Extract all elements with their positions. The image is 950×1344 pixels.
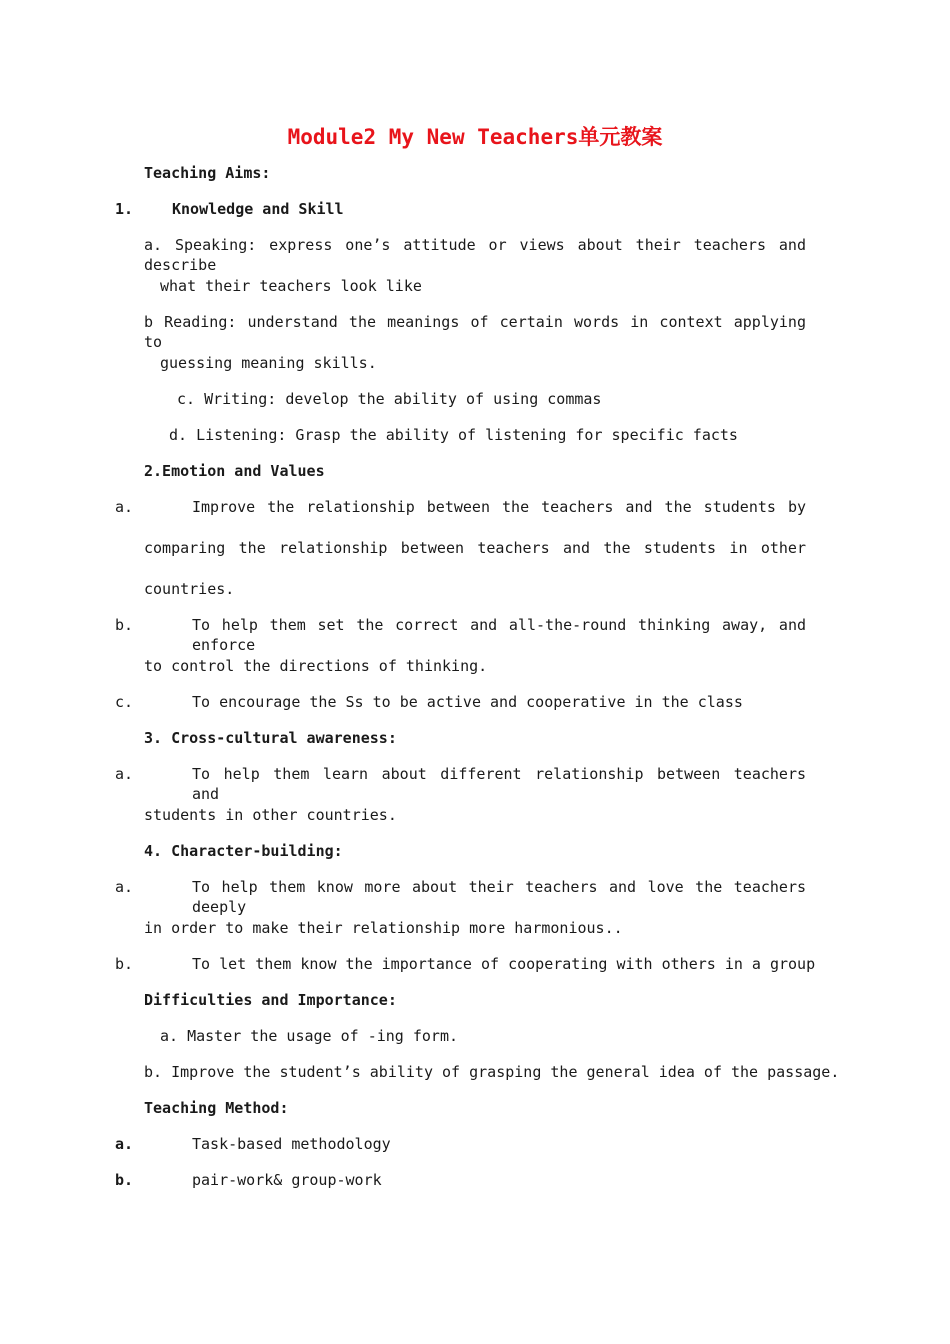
- teaching-aims-heading: Teaching Aims:: [144, 164, 271, 182]
- s2a-line-1: Improve the relationship between the teachers and the students by: [192, 498, 806, 516]
- s4a-marker: a.: [115, 878, 134, 896]
- s2b-line-1: To help them set the correct and all-the-round thinking away, and enforce: [192, 616, 806, 654]
- difficulty-b: b. Improve the student’s ability of grasping the general idea of the passage.: [144, 1063, 840, 1081]
- section4-title: 4. Character-building:: [144, 842, 343, 860]
- section2-title: 2.Emotion and Values: [144, 462, 325, 480]
- section3-title: 3. Cross-cultural awareness:: [144, 729, 397, 747]
- listening-line: d. Listening: Grasp the ability of listening for specific facts: [169, 426, 738, 444]
- method-b-marker: b.: [115, 1171, 134, 1189]
- s2b-marker: b.: [115, 616, 134, 634]
- s3a-line-2: students in other countries.: [144, 806, 397, 824]
- s2c-line-1: To encourage the Ss to be active and cooperative in the class: [192, 693, 743, 711]
- section1-title: Knowledge and Skill: [172, 200, 344, 218]
- s2c-marker: c.: [115, 693, 134, 711]
- s2a-line-3: countries.: [144, 580, 235, 598]
- method-a-marker: a.: [115, 1135, 134, 1153]
- method-heading: Teaching Method:: [144, 1099, 289, 1117]
- document-title: Module2 My New Teachers单元教案: [287, 125, 663, 149]
- writing-line: c. Writing: develop the ability of using commas: [177, 390, 602, 408]
- s4b-line-1: To let them know the importance of cooperating with others in a group: [192, 955, 816, 973]
- method-a-text: Task-based methodology: [192, 1135, 391, 1153]
- s3a-marker: a.: [115, 765, 134, 783]
- s4a-line-2: in order to make their relationship more harmonious..: [144, 919, 623, 937]
- speaking-line-1: a. Speaking: express one’s attitude or views about their teachers and describe: [144, 236, 806, 274]
- section1-number: 1.: [115, 200, 134, 218]
- s2a-marker: a.: [115, 498, 134, 516]
- s3a-line-1: To help them learn about different relationship between teachers and: [192, 765, 806, 803]
- difficulties-heading: Difficulties and Importance:: [144, 991, 397, 1009]
- s4b-marker: b.: [115, 955, 134, 973]
- reading-line-2: guessing meaning skills.: [160, 354, 377, 372]
- reading-line-1: b Reading: understand the meanings of certain words in context applying to: [144, 313, 806, 351]
- speaking-line-2: what their teachers look like: [160, 277, 422, 295]
- difficulty-a: a. Master the usage of -ing form.: [160, 1027, 459, 1045]
- method-b-text: pair-work& group-work: [192, 1171, 382, 1189]
- s2b-line-2: to control the directions of thinking.: [144, 657, 488, 675]
- s2a-line-2: comparing the relationship between teachers and the students in other: [144, 539, 806, 557]
- s4a-line-1: To help them know more about their teachers and love the teachers deeply: [192, 878, 806, 916]
